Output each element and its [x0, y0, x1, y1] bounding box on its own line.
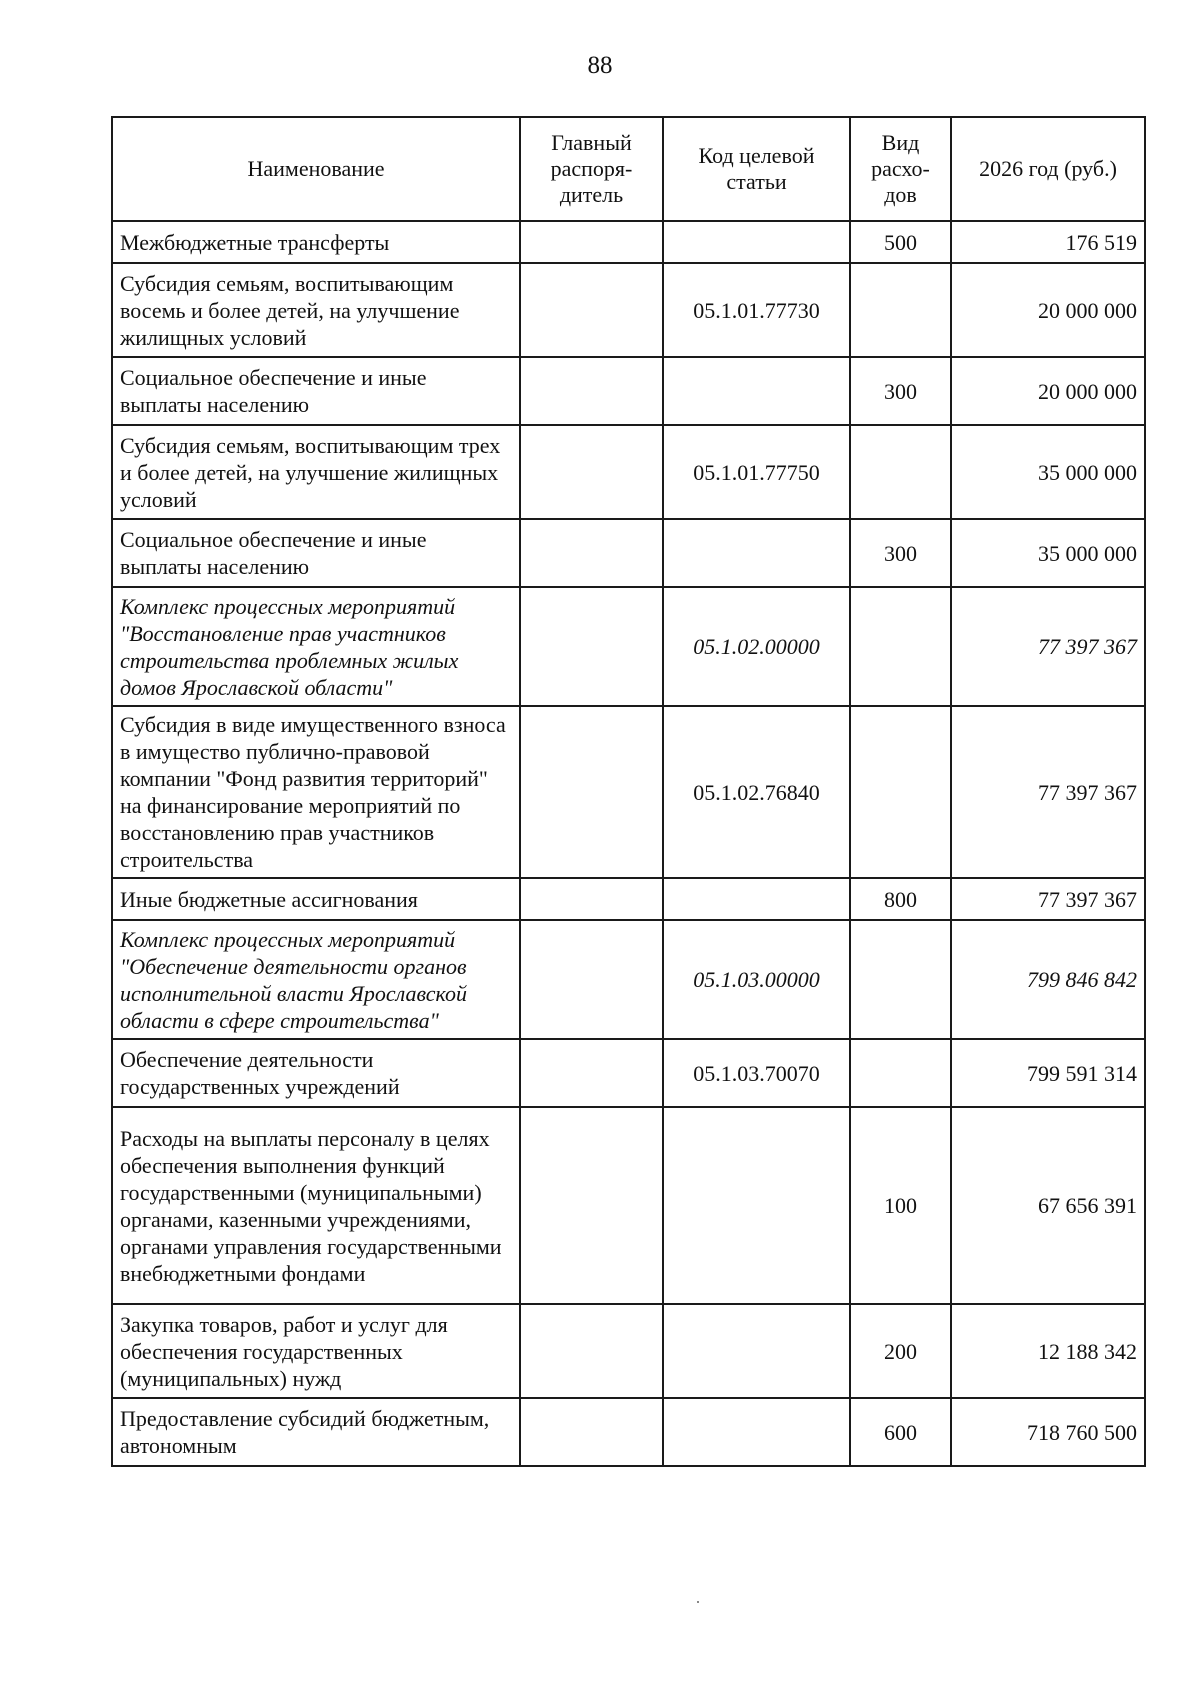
table-row — [112, 357, 1145, 425]
cell-code: 05.1.02.00000 — [663, 587, 850, 706]
cell-code: 05.1.01.77730 — [663, 263, 850, 357]
cell-name: Закупка товаров, работ и услуг для обеспечения государственных (муниципальных) нужд — [112, 1304, 520, 1398]
cell-name: Социальное обеспечение и иные выплаты населению — [112, 519, 520, 587]
cell-type: 500 — [850, 221, 951, 263]
header-year: 2026 год (руб.) — [951, 117, 1145, 221]
cell-amount: 77 397 367 — [951, 587, 1145, 706]
cell-code — [663, 519, 850, 587]
cell-admin — [520, 587, 663, 706]
cell-amount: 35 000 000 — [951, 519, 1145, 587]
cell-name: Комплекс процессных мероприятий "Обеспечение деятельности органов исполнительной власти Ярославской области в сфере строительства" — [112, 920, 520, 1039]
header-type: Вид расхо-дов — [850, 117, 951, 221]
cell-code — [663, 1304, 850, 1398]
table-row — [112, 1039, 1145, 1107]
cell-amount: 12 188 342 — [951, 1304, 1145, 1398]
cell-type — [850, 587, 951, 706]
cell-admin — [520, 706, 663, 878]
table-row — [112, 587, 1145, 706]
table-row — [112, 1304, 1145, 1398]
cell-type: 300 — [850, 519, 951, 587]
cell-name: Субсидия семьям, воспитывающим трех и более детей, на улучшение жилищных условий — [112, 425, 520, 519]
cell-type — [850, 263, 951, 357]
cell-admin — [520, 878, 663, 920]
cell-admin — [520, 1304, 663, 1398]
table-row — [112, 920, 1145, 1039]
cell-type — [850, 1039, 951, 1107]
cell-admin — [520, 1039, 663, 1107]
cell-amount: 35 000 000 — [951, 425, 1145, 519]
cell-code — [663, 878, 850, 920]
cell-admin — [520, 1107, 663, 1304]
cell-amount: 20 000 000 — [951, 357, 1145, 425]
header-name: Наименование — [112, 117, 520, 221]
table-row — [112, 706, 1145, 878]
table-row — [112, 263, 1145, 357]
cell-type — [850, 425, 951, 519]
table-row — [112, 519, 1145, 587]
cell-admin — [520, 357, 663, 425]
table-body — [112, 221, 1145, 1466]
cell-admin — [520, 1398, 663, 1466]
cell-admin — [520, 263, 663, 357]
cell-name: Расходы на выплаты персоналу в целях обеспечения выполнения функций государственными (муниципальными) органами, казенными учреждениями, органами управления государственными внебюджетными фондами — [112, 1107, 520, 1304]
table-row — [112, 425, 1145, 519]
cell-amount: 176 519 — [951, 221, 1145, 263]
table-row — [112, 878, 1145, 920]
header-admin: Главный распоря-дитель — [520, 117, 663, 221]
cell-code — [663, 357, 850, 425]
cell-name: Субсидия семьям, воспитывающим восемь и более детей, на улучшение жилищных условий — [112, 263, 520, 357]
cell-name: Межбюджетные трансферты — [112, 221, 520, 263]
cell-amount: 77 397 367 — [951, 878, 1145, 920]
cell-code: 05.1.02.76840 — [663, 706, 850, 878]
cell-amount: 77 397 367 — [951, 706, 1145, 878]
table-row — [112, 221, 1145, 263]
cell-type — [850, 920, 951, 1039]
cell-type: 600 — [850, 1398, 951, 1466]
cell-code: 05.1.01.77750 — [663, 425, 850, 519]
cell-type: 100 — [850, 1107, 951, 1304]
cell-code — [663, 1398, 850, 1466]
cell-name: Субсидия в виде имущественного взноса в имущество публично-правовой компании "Фонд развития территорий" на финансирование мероприятий по восстановлению прав участников строительства — [112, 706, 520, 878]
page-number: 88 — [587, 52, 613, 79]
cell-type: 300 — [850, 357, 951, 425]
cell-name: Предоставление субсидий бюджетным, автономным — [112, 1398, 520, 1466]
cell-type: 800 — [850, 878, 951, 920]
cell-type: 200 — [850, 1304, 951, 1398]
cell-name: Иные бюджетные ассигнования — [112, 878, 520, 920]
cell-amount: 718 760 500 — [951, 1398, 1145, 1466]
cell-admin — [520, 221, 663, 263]
cell-amount: 20 000 000 — [951, 263, 1145, 357]
budget-table — [111, 116, 1146, 1467]
cell-name: Комплекс процессных мероприятий "Восстановление прав участников строительства проблемных жилых домов Ярославской области" — [112, 587, 520, 706]
cell-code — [663, 1107, 850, 1304]
cell-amount: 67 656 391 — [951, 1107, 1145, 1304]
cell-name: Социальное обеспечение и иные выплаты населению — [112, 357, 520, 425]
cell-admin — [520, 920, 663, 1039]
cell-code — [663, 221, 850, 263]
cell-name: Обеспечение деятельности государственных учреждений — [112, 1039, 520, 1107]
table-header-row — [112, 117, 1145, 221]
header-code: Код целевой статьи — [663, 117, 850, 221]
cell-amount: 799 591 314 — [951, 1039, 1145, 1107]
cell-code: 05.1.03.70070 — [663, 1039, 850, 1107]
cell-type — [850, 706, 951, 878]
cell-code: 05.1.03.00000 — [663, 920, 850, 1039]
table-row — [112, 1107, 1145, 1304]
cell-admin — [520, 519, 663, 587]
cell-admin — [520, 425, 663, 519]
scan-speck — [697, 1601, 699, 1603]
table-row — [112, 1398, 1145, 1466]
cell-amount: 799 846 842 — [951, 920, 1145, 1039]
